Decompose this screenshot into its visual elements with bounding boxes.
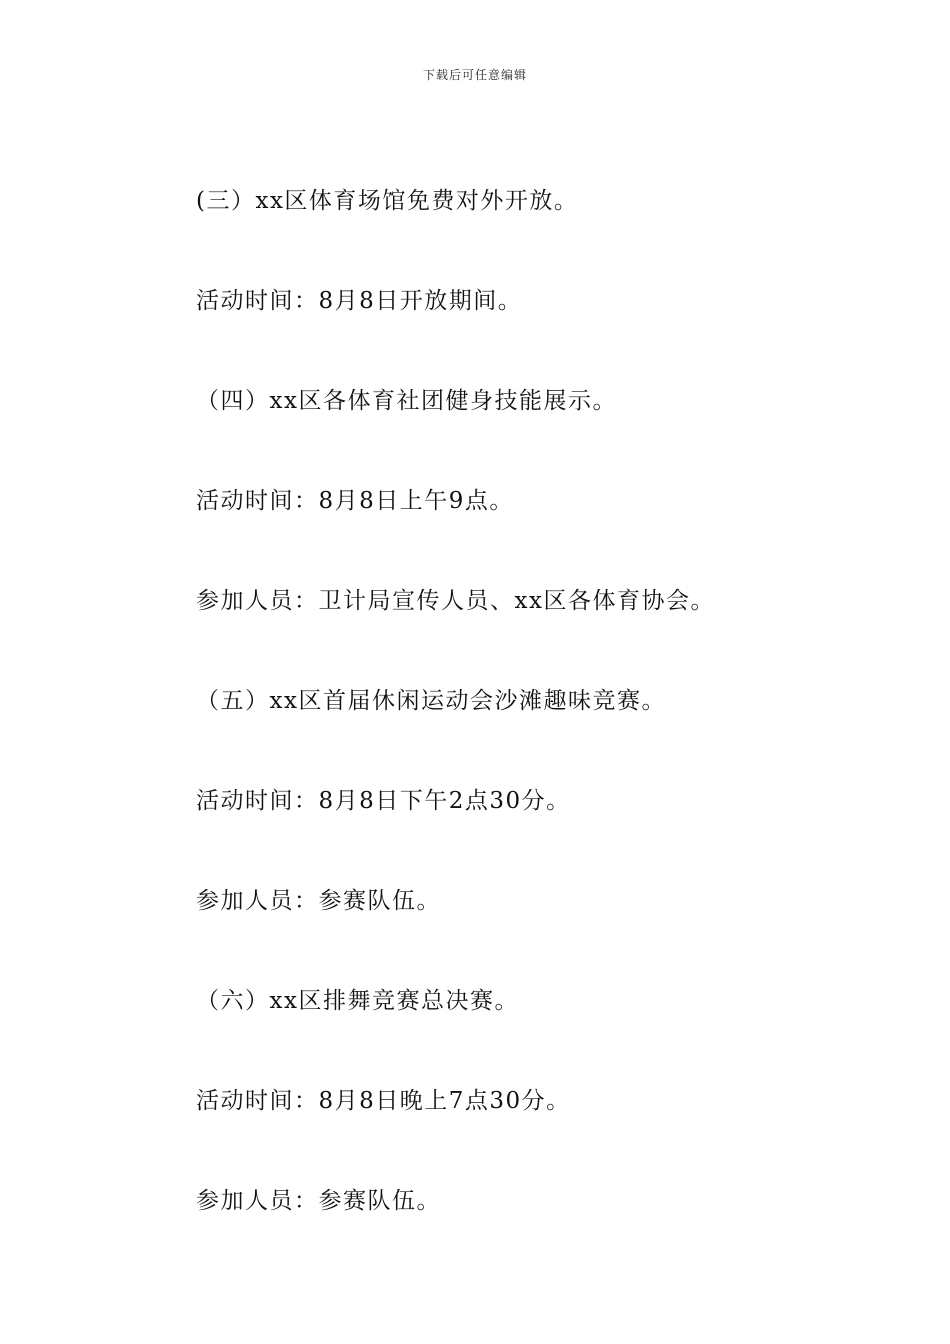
page-header: 下载后可任意编辑 (422, 68, 527, 82)
section-heading-4: （四）xx区各体育社团健身技能展示。 (196, 388, 617, 414)
participants-5: 参加人员：参赛队伍。 (196, 888, 441, 914)
section-heading-3: (三）xx区体育场馆免费对外开放。 (196, 188, 579, 214)
activity-time-6: 活动时间：8月8日晚上7点30分。 (196, 1088, 571, 1114)
section-heading-5: （五）xx区首届休闲运动会沙滩趣味竞赛。 (196, 688, 666, 714)
section-heading-6: （六）xx区排舞竞赛总决赛。 (196, 988, 519, 1014)
participants-4: 参加人员：卫计局宣传人员、xx区各体育协会。 (196, 588, 715, 614)
activity-time-3: 活动时间：8月8日开放期间。 (196, 288, 523, 314)
activity-time-4: 活动时间：8月8日上午9点。 (196, 488, 514, 514)
participants-6: 参加人员：参赛队伍。 (196, 1188, 441, 1214)
activity-time-5: 活动时间：8月8日下午2点30分。 (196, 788, 571, 814)
document-body (196, 181, 896, 1281)
